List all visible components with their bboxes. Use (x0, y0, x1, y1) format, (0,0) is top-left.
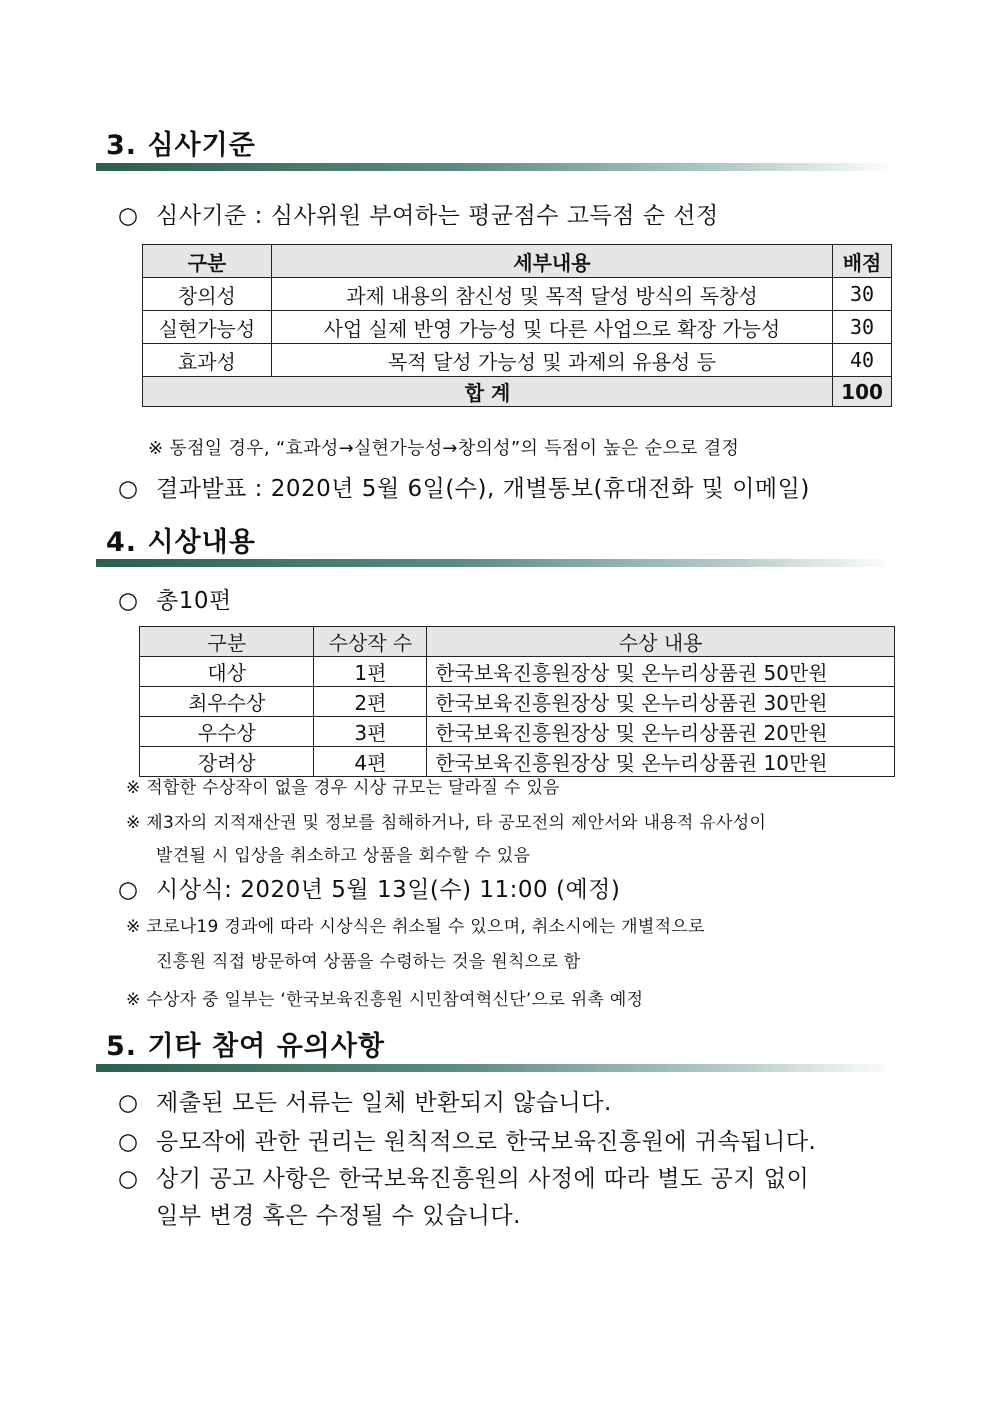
table-header-row (143, 245, 892, 278)
row-category: 창의성 (143, 278, 272, 311)
criteria-table (142, 244, 892, 407)
row-prize: 한국보육진흥원장상 및 온누리상품권 20만원 (427, 717, 895, 747)
note-covid-line-1: ※ 코로나19 경과에 따라 시상식은 취소될 수 있으며, 취소시에는 개별적으로 (126, 917, 705, 937)
row-score: 30 (833, 278, 892, 311)
header-category: 구분 (143, 245, 272, 278)
result-text: 결과발표 : 2020년 5월 6일(수), 개별통보(휴대전화 및 이메일) (156, 476, 810, 502)
section-5-title: 5. 기타 참여 유의사항 (106, 1031, 385, 1062)
table-header-row (140, 627, 895, 657)
row-category: 대상 (140, 657, 314, 687)
circle-bullet-icon: ○ (118, 203, 139, 229)
header-score: 배점 (833, 245, 892, 278)
table-row (140, 747, 895, 777)
total-value: 100 (833, 377, 892, 407)
row-details: 과제 내용의 참신성 및 목적 달성 방식의 독창성 (271, 278, 832, 311)
note-innovation-group: ※ 수상자 중 일부는 ‘한국보육진흥원 시민참여혁신단’으로 위촉 예정 (126, 990, 644, 1010)
notice-bullet-3-line-2: 일부 변경 혹은 수정될 수 있습니다. (156, 1203, 521, 1229)
criteria-text: 심사기준 : 심사위원 부여하는 평균점수 고득점 순 선정 (156, 203, 719, 229)
ceremony-bullet (118, 871, 620, 904)
circle-bullet-icon: ○ (118, 1166, 139, 1192)
header-category: 구분 (140, 627, 314, 657)
notice-text: 응모작에 관한 권리는 원칙적으로 한국보육진흥원에 귀속됩니다. (156, 1129, 817, 1155)
row-count: 2편 (314, 687, 427, 717)
tie-note: ※ 동점일 경우, “효과성→실현가능성→창의성”의 득점이 높은 순으로 결정 (148, 438, 740, 459)
row-count: 1편 (314, 657, 427, 687)
row-score: 30 (833, 311, 892, 344)
note-covid-line-2: 진흥원 직접 방문하여 상품을 수령하는 것을 원칙으로 함 (156, 952, 581, 972)
notice-bullet-1 (118, 1084, 612, 1117)
result-bullet (118, 470, 810, 503)
row-count: 4편 (314, 747, 427, 777)
row-category: 실현가능성 (143, 311, 272, 344)
notice-text: 제출된 모든 서류는 일체 반환되지 않습니다. (156, 1090, 612, 1116)
table-row (140, 657, 895, 687)
notice-bullet-2 (118, 1123, 816, 1156)
row-count: 3편 (314, 717, 427, 747)
section-4-divider (96, 559, 896, 567)
row-category: 효과성 (143, 344, 272, 377)
row-score: 40 (833, 344, 892, 377)
row-category: 장려상 (140, 747, 314, 777)
table-total-row (143, 377, 892, 407)
header-prize: 수상 내용 (427, 627, 895, 657)
notice-text: 상기 공고 사항은 한국보육진흥원의 사정에 따라 별도 공지 없이 (156, 1166, 810, 1192)
header-details: 세부내용 (271, 245, 832, 278)
note-ip-line-2: 발견될 시 입상을 취소하고 상품을 회수할 수 있음 (156, 846, 531, 866)
total-label: 합 계 (143, 377, 833, 407)
section-5-divider (96, 1064, 896, 1072)
awards-table (139, 626, 895, 777)
circle-bullet-icon: ○ (118, 476, 139, 502)
circle-bullet-icon: ○ (118, 877, 139, 903)
section-3-divider (96, 163, 896, 171)
ceremony-text: 시상식: 2020년 5월 13일(수) 11:00 (예정) (156, 877, 621, 903)
header-count: 수상작 수 (314, 627, 427, 657)
note-ip-line-1: ※ 제3자의 지적재산권 및 정보를 침해하거나, 타 공모전의 제안서와 내용적 유사성이 (126, 813, 767, 833)
row-prize: 한국보육진흥원장상 및 온누리상품권 30만원 (427, 687, 895, 717)
section-3-title: 3. 심사기준 (106, 130, 256, 161)
note-no-winner: ※ 적합한 수상작이 없을 경우 시상 규모는 달라질 수 있음 (126, 778, 560, 798)
total-awards-bullet (118, 582, 232, 615)
row-details: 목적 달성 가능성 및 과제의 유용성 등 (271, 344, 832, 377)
row-category: 최우수상 (140, 687, 314, 717)
row-prize: 한국보육진흥원장상 및 온누리상품권 50만원 (427, 657, 895, 687)
circle-bullet-icon: ○ (118, 588, 139, 614)
section-4-title: 4. 시상내용 (106, 527, 256, 558)
row-details: 사업 실제 반영 가능성 및 다른 사업으로 확장 가능성 (271, 311, 832, 344)
circle-bullet-icon: ○ (118, 1129, 139, 1155)
criteria-bullet (118, 197, 719, 230)
total-awards-text: 총10편 (156, 588, 232, 614)
circle-bullet-icon: ○ (118, 1090, 139, 1116)
table-row (140, 687, 895, 717)
row-category: 우수상 (140, 717, 314, 747)
row-prize: 한국보육진흥원장상 및 온누리상품권 10만원 (427, 747, 895, 777)
table-row (140, 717, 895, 747)
notice-bullet-3 (118, 1160, 809, 1193)
table-row (143, 344, 892, 377)
table-row (143, 311, 892, 344)
table-row (143, 278, 892, 311)
